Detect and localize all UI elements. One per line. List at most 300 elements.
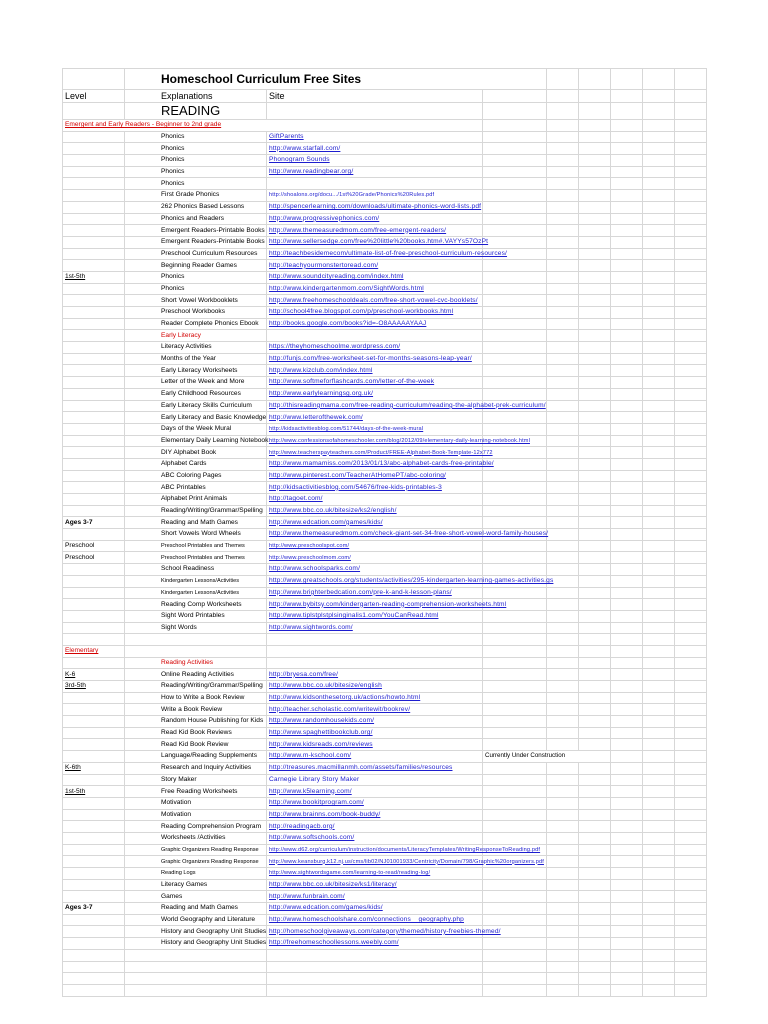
level-cell [63, 225, 125, 237]
site-link[interactable]: http://www.kizclub.com/index.html [267, 365, 483, 377]
empty-cell [611, 739, 643, 751]
explanation-cell: First Grade Phonics [125, 190, 267, 202]
empty-cell [547, 271, 579, 283]
site-link[interactable]: http://www.k5learning.com/ [267, 786, 483, 798]
empty-cell [579, 494, 611, 506]
table-row [63, 681, 707, 693]
explanation-cell: Research and Inquiry Activities [125, 762, 267, 774]
empty-cell [675, 248, 707, 260]
empty-cell [611, 797, 643, 809]
empty-cell [483, 879, 547, 891]
empty-cell [643, 271, 675, 283]
site-link[interactable]: http://www.starfall.com/ [267, 143, 483, 155]
table-row [63, 435, 707, 447]
level-cell [63, 482, 125, 494]
empty-cell [483, 482, 547, 494]
empty-cell [675, 762, 707, 774]
site-link[interactable]: http://thisreadingmama.com/free-reading-curriculum/reading-the-alphabet-prek-curriculum/ [267, 400, 483, 412]
empty-cell [675, 949, 707, 961]
site-link[interactable]: http://www.spaghettibookclub.org/ [267, 727, 483, 739]
empty-cell [611, 575, 643, 587]
table-row [63, 529, 707, 541]
site-link[interactable]: http://teachbesidemecom/ultimate-list-of-free-preschool-curriculum-resources/ [267, 248, 483, 260]
site-link[interactable]: http://www.sellersedge.com/free%20little%20books.htm#.VAYYs57OzPt [267, 236, 483, 248]
empty-cell [483, 494, 547, 506]
empty-cell [643, 645, 675, 657]
site-link[interactable]: http://kidsactivitiesblog.com/54676/free-kids-printables-3 [267, 482, 483, 494]
empty-cell [611, 388, 643, 400]
empty-cell [547, 587, 579, 599]
empty-cell [483, 762, 547, 774]
level-cell [63, 891, 125, 903]
explanation-cell [125, 949, 267, 961]
site-link[interactable]: http://www.d62.org/curriculum/instruction/documents/LiteracyTemplates/WritingResponseToReading.pdf [267, 844, 483, 856]
explanation-cell [125, 973, 267, 985]
level-cell [63, 622, 125, 634]
level-cell [63, 423, 125, 435]
empty-cell [579, 517, 611, 529]
site-link[interactable]: http://shoalons.org/docu.../1st%20Grade/Phonics%20Rules.pdf [267, 190, 483, 202]
site-link[interactable]: http://www.sightwords.com/ [267, 622, 483, 634]
empty-cell [611, 949, 643, 961]
site-link[interactable]: http://teachyourmonstertoread.com/ [267, 260, 483, 272]
explanation-cell: Sight Word Printables [125, 610, 267, 622]
site-link[interactable]: http://school4free.blogspot.com/p/preschool-workbooks.html [267, 307, 483, 319]
site-link[interactable]: http://www.bbc.co.uk/bitesize/ks2/english/ [267, 505, 483, 517]
level-cell: Elementary [63, 645, 125, 657]
empty-cell [643, 552, 675, 564]
site-link[interactable]: http://www.preschoolspot.com/ [267, 540, 483, 552]
explanation-cell: Early Literacy Worksheets [125, 365, 267, 377]
empty-cell [643, 447, 675, 459]
site-link[interactable]: http://www.preschoolmom.com/ [267, 552, 483, 564]
site-link[interactable]: http://books.google.com/books?id=-O8AAAAAYAAJ [267, 318, 483, 330]
table-row [63, 704, 707, 716]
empty-cell [643, 201, 675, 213]
empty-cell [483, 505, 547, 517]
site-link[interactable]: http://www.bybitsy.com/kindergarten-reading-comprehension-worksheets.html [267, 599, 483, 611]
empty-cell [547, 260, 579, 272]
empty-cell [547, 143, 579, 155]
site-link[interactable]: http://kidsactivitiesblog.com/51744/days-of-the-week-mural [267, 423, 483, 435]
empty-cell [643, 797, 675, 809]
empty-cell [643, 821, 675, 833]
explanation-cell: Reading Comp Worksheets [125, 599, 267, 611]
empty-cell [643, 540, 675, 552]
empty-cell [643, 727, 675, 739]
level-cell [63, 797, 125, 809]
empty-cell [483, 143, 547, 155]
empty-cell [547, 762, 579, 774]
site-link[interactable]: http://www.softmeforflashcards.com/letter-of-the-week [267, 377, 483, 389]
empty-cell [547, 564, 579, 576]
empty-cell [547, 248, 579, 260]
empty-cell [483, 131, 547, 143]
empty-cell [611, 645, 643, 657]
empty-cell [675, 797, 707, 809]
site-link[interactable]: http://www.earlylearningsg.org.uk/ [267, 388, 483, 400]
level-cell [63, 610, 125, 622]
empty-cell [643, 388, 675, 400]
empty-cell [675, 236, 707, 248]
explanation-cell: Kindergarten Lessons/Activities [125, 587, 267, 599]
table-row [63, 540, 707, 552]
empty-cell [579, 540, 611, 552]
empty-cell [579, 552, 611, 564]
table-row [63, 236, 707, 248]
site-link[interactable]: http://www.letterofthewek.com/ [267, 412, 483, 424]
empty-cell [611, 178, 643, 190]
explanation-cell: Reading Logs [125, 868, 267, 880]
explanation-cell [125, 984, 267, 996]
empty-cell [483, 891, 547, 903]
header-explanations: Explanations [125, 90, 267, 103]
empty-cell [611, 622, 643, 634]
empty-cell [547, 716, 579, 728]
explanation-cell: Motivation [125, 797, 267, 809]
site-link[interactable]: http://www.brighterbedcation.com/pre-k-and-k-lesson-plans/ [267, 587, 483, 599]
empty-cell [579, 599, 611, 611]
site-link[interactable]: http://www.edcation.com/games/kids/ [267, 903, 483, 915]
empty-cell [643, 681, 675, 693]
empty-cell [611, 120, 643, 132]
empty-cell [547, 342, 579, 354]
empty-cell [643, 903, 675, 915]
empty-cell [643, 225, 675, 237]
site-link[interactable]: http://www.sightwordsgame.com/learning-to-read/reading-log/ [267, 868, 483, 880]
empty-cell [643, 400, 675, 412]
level-cell [63, 692, 125, 704]
site-link[interactable]: http://www.greatschools.org/students/activities/295-kindergarten-learning-games-activities.gs [267, 575, 483, 587]
empty-cell [547, 774, 579, 786]
empty-cell [483, 949, 547, 961]
empty-cell [483, 634, 547, 646]
site-link[interactable]: http://www.tiplstplstplsinginalis1.com/YouCanRead.html [267, 610, 483, 622]
site-link[interactable]: https://theyhomeschoolme.wordpress.com/ [267, 342, 483, 354]
table-row [63, 412, 707, 424]
empty-cell [611, 143, 643, 155]
site-link[interactable]: http://www.soundcityreading.com/index.html [267, 271, 483, 283]
empty-cell [675, 821, 707, 833]
empty-cell [611, 903, 643, 915]
explanation-cell: Beginning Reader Games [125, 260, 267, 272]
site-link[interactable]: http://bryesa.com/free/ [267, 669, 483, 681]
explanation-cell: Elementary Daily Learning Notebook [125, 435, 267, 447]
empty-cell [643, 435, 675, 447]
level-cell [63, 143, 125, 155]
empty-cell [643, 423, 675, 435]
site-link[interactable]: http://www.themeasuredmom.com/free-emergent-readers/ [267, 225, 483, 237]
empty-cell [547, 447, 579, 459]
table-row [63, 342, 707, 354]
site-link[interactable]: http://homeschoolgiveaways.com/category/themed/history-freebies-themed/ [267, 926, 483, 938]
empty-cell [611, 505, 643, 517]
empty-cell [611, 587, 643, 599]
explanation-cell: Preschool Printables and Themes [125, 540, 267, 552]
table-row [63, 903, 707, 915]
site-link[interactable]: http://www.schoolsparks.com/ [267, 564, 483, 576]
site-link[interactable]: http://www.progressivephonics.com/ [267, 213, 483, 225]
empty-cell [547, 213, 579, 225]
empty-cell [547, 423, 579, 435]
empty-cell [611, 809, 643, 821]
empty-cell [611, 552, 643, 564]
level-cell: K-6 [63, 669, 125, 681]
empty-cell [547, 739, 579, 751]
empty-cell [483, 727, 547, 739]
empty-cell [675, 599, 707, 611]
empty-cell [675, 213, 707, 225]
empty-cell [675, 494, 707, 506]
empty-cell [675, 201, 707, 213]
explanation-cell: Phonics [125, 155, 267, 167]
explanation-cell: History and Geography Unit Studies [125, 938, 267, 950]
site-link[interactable]: http://www.kindergartenmom.com/SightWords.html [267, 283, 483, 295]
empty-cell [483, 120, 547, 132]
site-link[interactable]: http://www.freehomeschooldeals.com/free-short-vowel-cvc-booklets/ [267, 295, 483, 307]
explanation-cell: Reading Comprehension Program [125, 821, 267, 833]
explanation-cell: Free Reading Worksheets [125, 786, 267, 798]
site-link[interactable]: Carnegie Library Story Maker [267, 774, 483, 786]
site-link[interactable]: Phonogram Sounds [267, 155, 483, 167]
empty-cell [643, 318, 675, 330]
empty-cell [611, 447, 643, 459]
empty-cell [483, 540, 547, 552]
level-cell [63, 470, 125, 482]
empty-cell [547, 984, 579, 996]
level-cell [63, 809, 125, 821]
empty-cell [547, 868, 579, 880]
empty-cell [611, 517, 643, 529]
level-cell [63, 283, 125, 295]
site-link[interactable]: http://www.teacherspayteachers.com/Product/FREE-Alphabet-Book-Template-12x772 [267, 447, 483, 459]
empty-cell [675, 412, 707, 424]
level-cell [63, 832, 125, 844]
empty-cell [579, 634, 611, 646]
empty-cell [675, 225, 707, 237]
empty-cell [643, 891, 675, 903]
empty-cell [643, 610, 675, 622]
empty-cell [579, 879, 611, 891]
empty-cell [675, 260, 707, 272]
empty-cell [675, 657, 707, 669]
empty-cell [643, 517, 675, 529]
explanation-cell: Alphabet Print Animals [125, 494, 267, 506]
site-link[interactable]: GiftParents [267, 131, 483, 143]
level-cell [63, 318, 125, 330]
empty-cell [547, 236, 579, 248]
site-link[interactable]: http://treasures.macmillanmh.com/assets/families/resources [267, 762, 483, 774]
empty-cell [483, 821, 547, 833]
empty-cell [611, 342, 643, 354]
level-cell [63, 961, 125, 973]
site-link[interactable]: http://www.themeasuredmom.com/check-giant-set-34-free-short-vowel-word-family-houses/ [267, 529, 483, 541]
empty-cell [643, 564, 675, 576]
site-link[interactable]: http://www.bbc.co.uk/bitesize/ks1/literacy/ [267, 879, 483, 891]
empty-cell [643, 482, 675, 494]
table-row [63, 762, 707, 774]
table-row [63, 248, 707, 260]
empty-cell [611, 400, 643, 412]
empty-cell [675, 423, 707, 435]
empty-cell [547, 727, 579, 739]
site-link[interactable]: http://www.randomhousekids.com/ [267, 716, 483, 728]
empty-cell [643, 879, 675, 891]
empty-cell [611, 681, 643, 693]
level-cell [63, 727, 125, 739]
site-link[interactable]: http://www.pinterest.com/TeacherAtHomePT/abc-coloring/ [267, 470, 483, 482]
empty-cell [675, 388, 707, 400]
explanation-cell: Phonics [125, 271, 267, 283]
empty-cell [611, 330, 643, 342]
table-row [63, 213, 707, 225]
empty-cell [643, 809, 675, 821]
empty-cell [675, 447, 707, 459]
table-row [63, 517, 707, 529]
title-row [63, 69, 707, 90]
level-cell [63, 236, 125, 248]
level-cell [63, 353, 125, 365]
empty-cell [675, 681, 707, 693]
level-cell [63, 435, 125, 447]
empty-cell [675, 786, 707, 798]
empty-cell [483, 903, 547, 915]
empty-cell [547, 505, 579, 517]
site-link[interactable]: http://www.brainns.com/book-buddy/ [267, 809, 483, 821]
empty-cell [643, 786, 675, 798]
site-link [267, 961, 483, 973]
explanation-cell: Games [125, 891, 267, 903]
site-link[interactable]: http://www.kidsonthesetorg.uk/actions/howto.html [267, 692, 483, 704]
empty-cell [579, 248, 611, 260]
empty-cell [611, 494, 643, 506]
site-link[interactable]: http://www.funbrain.com/ [267, 891, 483, 903]
site-link[interactable]: http://tagoet.com/ [267, 494, 483, 506]
site-link[interactable]: http://www.homeschoolshare.com/connections__geography.php [267, 914, 483, 926]
site-link[interactable]: http://funjs.com/free-worksheet-set-for-months-seasons-leap-year/ [267, 353, 483, 365]
level-cell [63, 458, 125, 470]
level-cell [63, 342, 125, 354]
table-row [63, 564, 707, 576]
empty-cell [675, 809, 707, 821]
table-row [63, 307, 707, 319]
empty-cell [611, 692, 643, 704]
empty-cell [483, 669, 547, 681]
empty-cell [611, 914, 643, 926]
empty-cell [579, 143, 611, 155]
empty-cell [643, 365, 675, 377]
empty-cell [611, 248, 643, 260]
site-link[interactable]: http://www.readingbear.org/ [267, 166, 483, 178]
explanation-cell: Story Maker [125, 774, 267, 786]
empty-cell [675, 540, 707, 552]
empty-cell [611, 307, 643, 319]
explanation-cell: World Geography and Literature [125, 914, 267, 926]
site-link[interactable]: http://www.kidsreads.com/reviews [267, 739, 483, 751]
explanation-cell: Early Literacy Skills Curriculum [125, 400, 267, 412]
explanation-cell: Online Reading Activities [125, 669, 267, 681]
site-link[interactable]: http://freehomeschoollessons.weebly.com/ [267, 938, 483, 950]
empty-cell [611, 201, 643, 213]
empty-cell [547, 131, 579, 143]
site-link[interactable]: http://readingacb.org/ [267, 821, 483, 833]
table-row [63, 318, 707, 330]
empty-cell [547, 926, 579, 938]
site-link[interactable]: http://www.bookitprogram.com/ [267, 797, 483, 809]
empty-cell [611, 365, 643, 377]
empty-cell [547, 295, 579, 307]
level-cell [63, 248, 125, 260]
table-row [63, 844, 707, 856]
table-row [63, 494, 707, 506]
site-link[interactable]: http://www.softschools.com/ [267, 832, 483, 844]
empty-cell [675, 669, 707, 681]
empty-cell [579, 926, 611, 938]
empty-cell [643, 166, 675, 178]
site-link[interactable]: http://www.bbc.co.uk/bitesize/english [267, 681, 483, 693]
level-cell [63, 856, 125, 868]
site-link[interactable]: http://spencerlearning.com/downloads/ultimate-phonics-word-lists.pdf [267, 201, 483, 213]
empty-cell [611, 213, 643, 225]
empty-cell [579, 166, 611, 178]
empty-cell [643, 377, 675, 389]
table-row [63, 949, 707, 961]
empty-cell [547, 949, 579, 961]
table-row [63, 926, 707, 938]
site-link[interactable]: http://www.confessionsofahomeschooler.com/blog/2012/09/elementary-daily-learning-notebook.html [267, 435, 483, 447]
spreadsheet [62, 68, 707, 997]
level-cell [63, 365, 125, 377]
empty-cell [579, 178, 611, 190]
empty-cell [675, 856, 707, 868]
empty-cell [675, 832, 707, 844]
empty-cell [643, 575, 675, 587]
empty-cell [675, 131, 707, 143]
empty-cell [611, 634, 643, 646]
empty-cell [675, 938, 707, 950]
empty-cell [547, 961, 579, 973]
empty-cell [547, 529, 579, 541]
level-cell [63, 529, 125, 541]
empty-cell [483, 283, 547, 295]
table-row [63, 330, 707, 342]
empty-cell [611, 704, 643, 716]
site-link[interactable]: http://www.m-kschool.com/ [267, 751, 483, 763]
empty-cell [579, 213, 611, 225]
table-row [63, 856, 707, 868]
site-link[interactable]: http://www.edcation.com/games/kids/ [267, 517, 483, 529]
empty-cell [675, 727, 707, 739]
site-link [267, 330, 483, 342]
level-cell [63, 657, 125, 669]
empty-cell [611, 716, 643, 728]
site-link[interactable]: http://teacher.scholastic.com/writewit/bookrev/ [267, 704, 483, 716]
table-row [63, 353, 707, 365]
empty-cell [579, 692, 611, 704]
table-row [63, 879, 707, 891]
empty-cell [483, 564, 547, 576]
site-link [267, 973, 483, 985]
empty-cell [611, 236, 643, 248]
empty-cell [483, 470, 547, 482]
site-link[interactable]: http://www.mamamiss.com/2013/01/13/abc-alphabet-cards-free-printable/ [267, 458, 483, 470]
empty-cell [579, 201, 611, 213]
empty-cell [643, 832, 675, 844]
empty-cell [483, 166, 547, 178]
empty-cell [483, 692, 547, 704]
table-row [63, 809, 707, 821]
site-link[interactable]: http://www.keansburg.k12.nj.us/cms/lib02/NJ01001933/Centricity/Domain/798/Graphic%20organizers.pdf [267, 856, 483, 868]
